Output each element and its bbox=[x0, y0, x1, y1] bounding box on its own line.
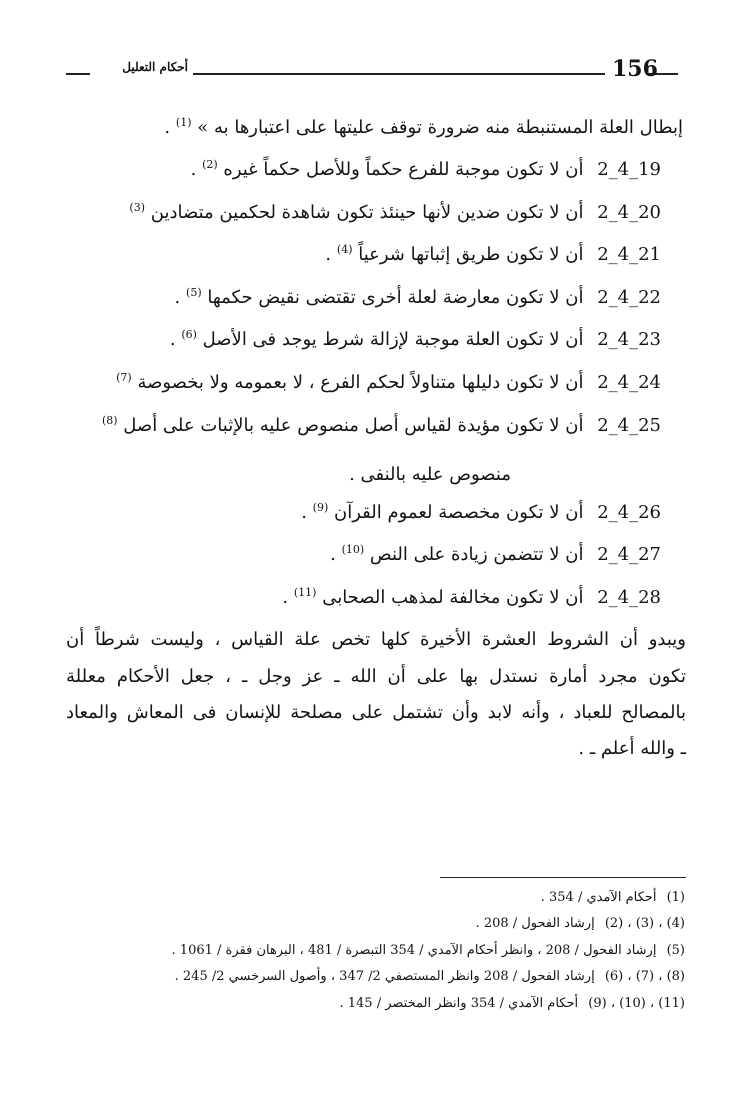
intro-text: إبطال العلة المستنبطة منه ضرورة توقف عليتها على اعتبارها به » bbox=[197, 117, 683, 138]
condition-item bbox=[41, 285, 661, 311]
condition-text: أن لا تكون موجبة للفرع حكماً وللأصل حكماً غيره bbox=[223, 159, 584, 180]
condition-continuation: منصوص عليه بالنفى . bbox=[349, 464, 511, 485]
condition-item bbox=[41, 327, 661, 353]
paragraph-line: ـ والله أعلم ـ . bbox=[578, 738, 686, 759]
condition-text: أن لا تكون مخصصة لعموم القرآن bbox=[334, 502, 584, 523]
condition-text: أن لا تكون مخالفة لمذهب الصحابى bbox=[322, 587, 584, 608]
condition-item bbox=[41, 542, 661, 568]
footnote-ref: (6) bbox=[181, 328, 197, 341]
condition-number: 2_4_28 bbox=[597, 587, 661, 608]
footnote bbox=[55, 888, 685, 908]
condition-text: أن لا تتضمن زيادة على النص bbox=[369, 544, 584, 565]
condition-text: أن لا تكون معارضة لعلة أخرى تقتضى نقيض حكمها bbox=[207, 287, 584, 308]
condition-text: أن لا تكون مؤيدة لقياس أصل منصوص عليه بالإثبات على أصل bbox=[123, 415, 584, 436]
footnote-number: (5) bbox=[666, 943, 685, 958]
condition-end: . bbox=[282, 587, 289, 608]
condition-text: أن لا تكون ضدين لأنها حينئذ تكون شاهدة لحكمين متضادين bbox=[150, 202, 584, 223]
condition-number: 2_4_20 bbox=[597, 202, 661, 223]
condition-number: 2_4_26 bbox=[597, 502, 661, 523]
condition-item bbox=[41, 370, 661, 396]
footnote-number: (9) ، (10) ، (11) bbox=[588, 996, 685, 1011]
footnote-text: إرشاد الفحول / 208 ، وانظر أحكام الآمدي / 354 التبصرة / 481 ، البرهان فقرة / 1061 . bbox=[171, 943, 657, 958]
footnote-number: (1) bbox=[666, 890, 685, 905]
header-rule bbox=[193, 73, 605, 75]
condition-text: أن لا تكون العلة موجبة لإزالة شرط يوجد فى الأصل bbox=[202, 329, 584, 350]
footnote-number: (2) ، (3) ، (4) bbox=[604, 916, 685, 931]
footnote bbox=[55, 914, 685, 934]
footnote-ref: (8) bbox=[101, 414, 118, 427]
condition-number: 2_4_25 bbox=[597, 415, 661, 436]
footnote-text: إرشاد الفحول / 208 وانظر المستصفي 2/ 347 ، وأصول السرخسي 2/ 245 . bbox=[174, 969, 595, 984]
condition-item bbox=[41, 413, 661, 439]
condition-text: أن لا تكون دليلها متناولاً لحكم الفرع ، لا بعمومه ولا بخصوصة bbox=[137, 372, 584, 393]
paragraph-line: تكون مجرد أمارة نستدل بها على أن الله ـ عز وجل ـ ، جعل الأحكام معللة bbox=[66, 666, 686, 687]
footnote-separator bbox=[440, 877, 686, 878]
footnote-ref: (5) bbox=[186, 286, 202, 299]
condition-number: 2_4_22 bbox=[597, 287, 661, 308]
condition-number: 2_4_21 bbox=[597, 244, 661, 265]
page-number: 156 bbox=[612, 56, 658, 82]
condition-number: 2_4_23 bbox=[597, 329, 661, 350]
condition-item bbox=[41, 200, 661, 226]
condition-item bbox=[41, 242, 661, 268]
paragraph-line: ويبدو أن الشروط العشرة الأخيرة كلها تخص علة القياس ، وليست شرطاً أن bbox=[66, 629, 686, 650]
condition-end: . bbox=[325, 244, 332, 265]
condition-number: 2_4_27 bbox=[597, 544, 661, 565]
footnote-text: أحكام الآمدي / 354 . bbox=[540, 890, 657, 905]
condition-end: . bbox=[174, 287, 181, 308]
footnote-number: (6) ، (7) ، (8) bbox=[604, 969, 685, 984]
running-title: أحكام التعليل bbox=[122, 60, 188, 74]
condition-end: . bbox=[301, 502, 307, 523]
footnote-ref: (1) bbox=[175, 116, 192, 129]
paragraph-line: بالمصالح للعباد ، وأنه لابد وأن تشتمل على مصلحة للإنسان فى المعاش والمعاد bbox=[66, 702, 686, 723]
intro-line bbox=[164, 115, 683, 141]
footnote-ref: (7) bbox=[116, 371, 132, 384]
condition-end: . bbox=[190, 159, 197, 180]
intro-end: . bbox=[164, 117, 171, 138]
condition-number: 2_4_19 bbox=[597, 159, 661, 180]
condition-item bbox=[41, 500, 661, 526]
footnote-text: أحكام الآمدي / 354 وانظر المختصر / 145 . bbox=[339, 996, 579, 1011]
condition-end: . bbox=[169, 329, 176, 350]
footnote bbox=[55, 967, 685, 987]
footnote-ref: (3) bbox=[129, 201, 146, 214]
condition-number: 2_4_24 bbox=[597, 372, 661, 393]
footnote-ref: (11) bbox=[293, 586, 317, 599]
header-dash-left bbox=[66, 73, 90, 75]
footnote bbox=[55, 994, 685, 1014]
footnote-ref: (4) bbox=[336, 243, 353, 256]
condition-end: . bbox=[330, 544, 336, 565]
footnote-ref: (10) bbox=[341, 543, 365, 556]
condition-item bbox=[41, 585, 661, 611]
condition-item bbox=[41, 157, 661, 183]
footnote bbox=[55, 941, 685, 961]
footnote-text: إرشاد الفحول / 208 . bbox=[475, 916, 595, 931]
footnote-ref: (9) bbox=[312, 501, 329, 514]
condition-text: أن لا تكون طريق إثباتها شرعياً bbox=[358, 244, 584, 265]
footnote-ref: (2) bbox=[202, 158, 218, 171]
